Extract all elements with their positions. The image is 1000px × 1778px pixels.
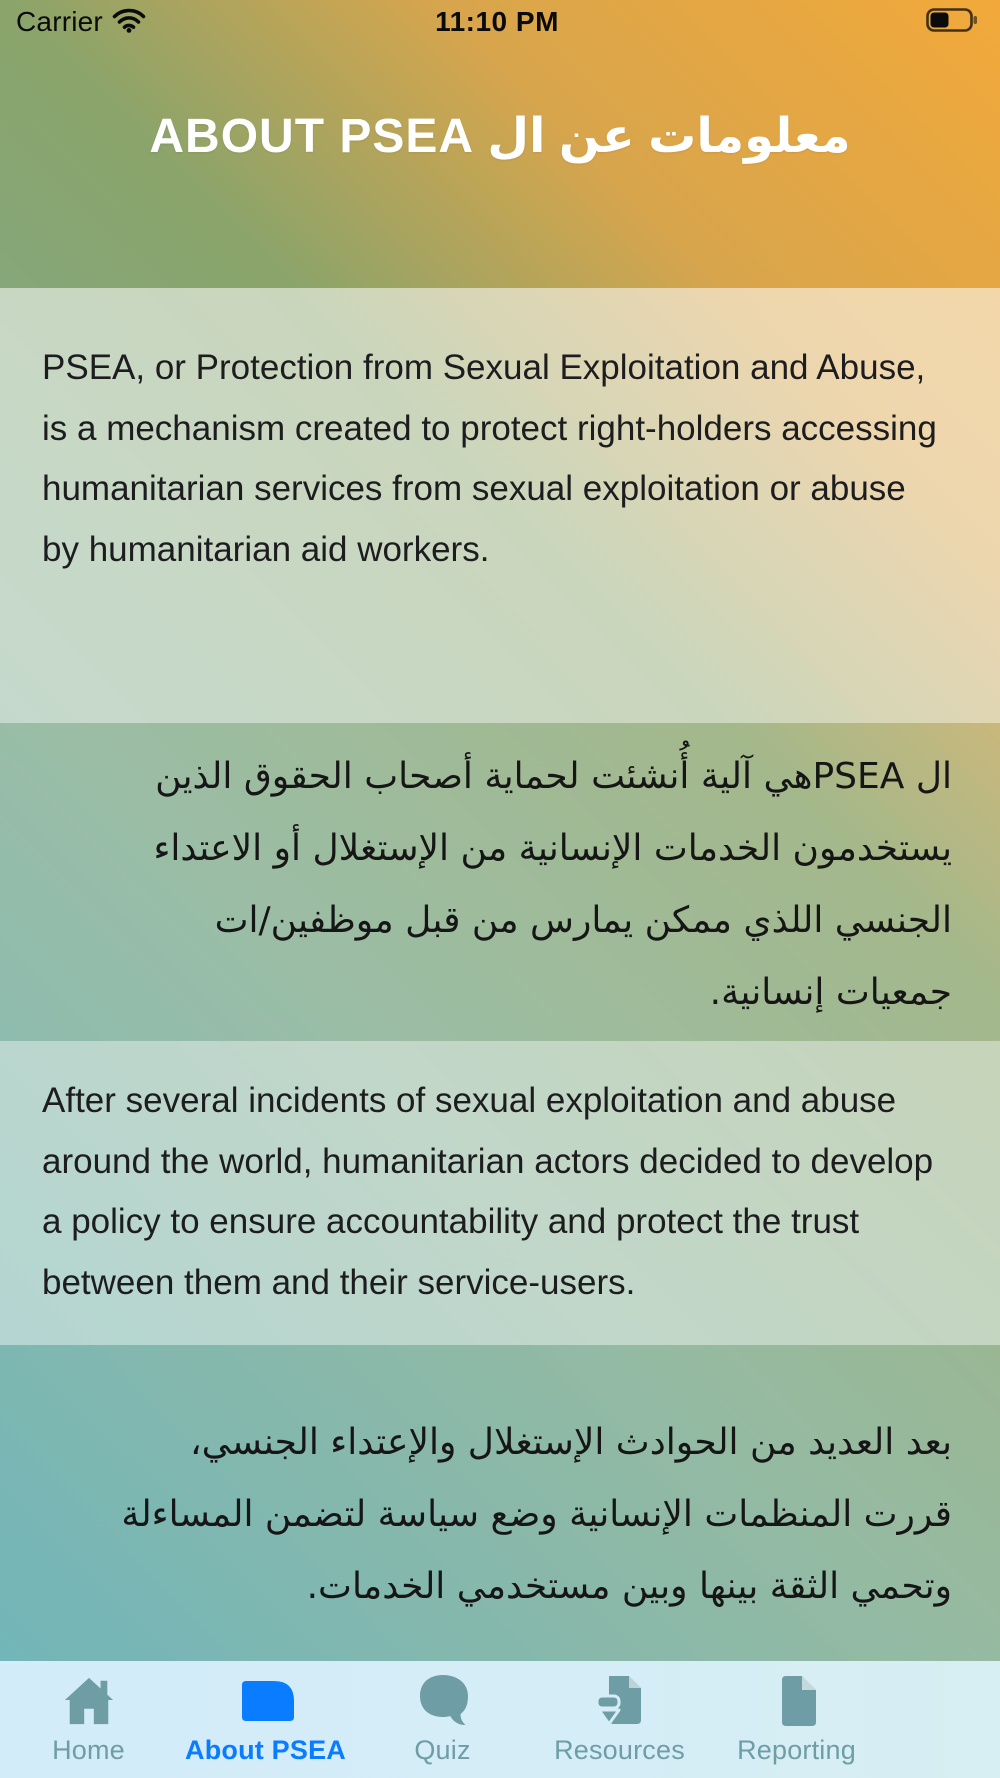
tab-reporting[interactable] [708,1673,885,1778]
tab-about-psea[interactable] [177,1673,354,1778]
quiz-bubble-icon [416,1673,470,1729]
tab-home[interactable] [0,1673,177,1778]
clock: 11:10 PM [435,6,559,37]
wifi-icon [112,7,146,38]
paragraph-block-english-1 [0,288,1000,723]
paragraph-block-english-2 [0,1041,1000,1345]
tab-resources[interactable] [531,1673,708,1778]
paragraph-english-2: After several incidents of sexual exploitation and abuse around the world, humanitarian actors decided to develop a policy to ensure accountability and protect the trust between them and their service-users. [42,1081,934,1302]
tab-quiz[interactable] [354,1673,531,1778]
paragraph-arabic-1: ال PSEAهي آلية أُنشئت لحماية أصحاب الحقوق الذين يستخدمون الخدمات الإنسانية من الإستغلال أو الاعتداء الجنسي اللذي ممكن يمارس من قبل موظفين/ات جمعيات إنسانية. [153,756,952,1013]
paragraph-english-1: PSEA, or Protection from Sexual Exploitation and Abuse, is a mechanism created to protect right-holders accessing humanitarian services from sexual exploitation or abuse by humanitarian aid workers. [42,348,937,569]
page-title: معلومات عن ال ABOUT PSEA [149,110,851,163]
tab-label-reporting: Reporting [737,1735,856,1765]
tab-label-quiz: Quiz [414,1735,471,1765]
tab-bar [0,1661,1000,1778]
paragraph-arabic-2: بعد العديد من الحوادث الإستغلال والإعتداء الجنسي، قررت المنظمات الإنسانية وضع سياسة لتضمن المساءلة وتحمي الثقة بينها وبين مستخدمي الخدمات. [121,1422,952,1607]
home-icon [62,1673,116,1729]
resources-download-icon [593,1673,647,1729]
carrier-label: Carrier [16,6,103,37]
tab-label-resources: Resources [554,1735,685,1765]
header [0,0,1000,288]
reporting-doc-icon [772,1673,822,1729]
paragraph-block-arabic-1 [0,723,1000,1041]
battery-icon [926,8,978,37]
tab-label-home: Home [52,1735,125,1765]
status-bar [0,0,1000,44]
paragraph-block-arabic-2 [0,1345,1000,1661]
about-psea-icon [236,1673,296,1729]
tab-label-about-psea: About PSEA [185,1735,346,1765]
